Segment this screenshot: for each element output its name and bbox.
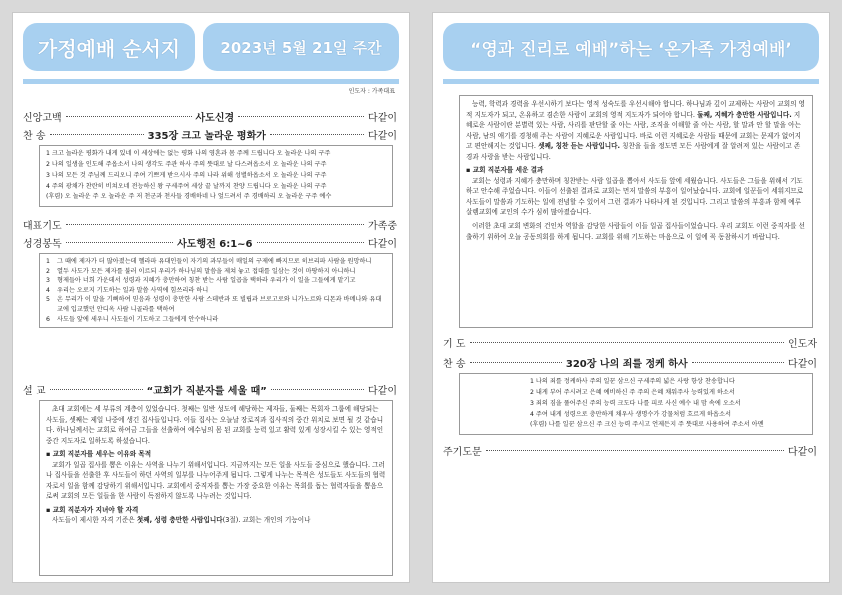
creed-label: 신앙고백 [23,112,62,124]
sermon-paragraph: 사도들이 제시한 자격 기준은 첫째, 성령 충만한 사람입니다(3절). 교회는 개인의 기능이나 [52,516,311,525]
right-divider-bar [443,79,819,84]
hymn1-verse: 3 나의 모든 것 주님께 드리오니 주여 기쁘게 받으시사 주의 나라 위해 성별하옵소서 오 놀라운 나의 구주 [46,171,327,179]
pray-row [443,335,817,349]
verse-item: 4 우리는 오로지 기도하는 일과 말씀 사역에 힘쓰리라 하니 [46,286,209,294]
sermon-paragraph: 교회는 성령과 지혜가 충만하며 칭찬받는 사람 일곱을 뽑아서 사도들 앞에 세웠습니다. 사도들은 그들을 위해서 기도하고 안수해 주었습니다. 이들이 선출된 결과로 교회는 먼저 말씀의 부흥이 일어났습니다. 교회에 일꾼들이 세워지므로 사도들이 말씀과 기도하는 일에 전념할 수 있어서 그런 결과가 나타나게 된 것입니다. 그리고 말씀의 부흥과 함께 예루살렘교회에 교인의 수가 심히 많아졌습니다. [466,176,804,217]
pray-end: 인도자 [788,338,817,350]
hymn2-verse: 4 주여 내게 성령으로 충만하게 채우사 생명수가 강물처럼 흐르게 하옵소서 [530,410,731,418]
left-title-row [23,23,399,71]
prayer-label: 대표기도 [23,220,62,232]
creed-title: 사도신경 [195,112,235,124]
hymn2-label: 찬 송 [443,358,466,370]
sermon-label: 설 교 [23,385,46,397]
hymn1-verse: 2 나의 일생을 인도해 주옵소서 나의 생각도 주관 하사 주의 뜻대로 날 다스려옵소서 오 놀라운 나의 구주 [46,160,327,168]
lords-prayer-end: 다같이 [788,446,817,458]
worship-theme-title: “영과 진리로 예배”하는 ‘온가족 가정예배’ [443,23,819,71]
right-page [432,12,830,583]
verse-item: 5 온 무리가 이 말을 기뻐하여 믿음과 성령이 충만한 사람 스데반과 또 빌립과 브로고로와 니가노르와 디몬과 바메나와 유대교에 입교했던 안디옥 사람 니골라를 택하여 [46,296,382,314]
left-page [12,12,410,583]
hymn2-row [443,355,817,369]
sermon-heading: ▪ 교회 직분자를 세운 결과 [466,166,544,175]
verse-item: 1 그 때에 제자가 더 많아졌는데 헬라파 유대인들이 자기의 과부들이 매일의 구제에 빠지므로 히브리파 사람을 원망하니 [46,258,372,265]
hymn1-verse: 1 크고 놀라운 평화가 내게 있네 이 세상에는 없는 평화 나의 영혼과 몸 주께 드립니다 오 놀라운 나의 구주 [46,150,331,157]
hymn2-verse: 2 내게 부어 주시려고 은혜 예비하신 주 주의 은혜 채워주사 능력있게 하소서 [530,388,735,396]
hymn1-row [23,127,397,141]
sermon-end: 다같이 [368,385,397,397]
sermon-paragraph: 교회가 일곱 집사를 뽑은 이유는 사역을 나누기 위해서입니다. 지금까지는 모든 일을 사도들 중심으로 했습니다. 그러나 집사들을 선출한 후 사도들이 하던 사역의 일부를 나누어주게 됩니다. 그렇게 나누는 목적은 성도들도 사도들의 협력자로서 일을 함께 감당하기 위해서입니다. 교회에서 중직자를 뽑는 가장 중요한 이유는 목회를 돕는 협력자들을 뽑음으로써 교회의 모든 일들을 한 사람이 독점하지 않도록 나누려는 것입니다. [46,460,386,501]
verse-item: 2 열두 사도가 모든 제자를 불러 이르되 우리가 하나님의 말씀을 제쳐 놓고 접대를 일삼는 것이 마땅하지 아니하니 [46,267,356,275]
hymn2-verse: 1 나의 죄를 정케하사 주의 일꾼 삼으신 구세주의 넓은 사랑 항상 찬송합니다 [530,378,735,385]
hymn2-lyrics-box [459,373,813,435]
left-divider-bar [23,79,399,84]
creed-row [23,109,397,123]
creed-end: 다같이 [368,112,398,124]
prayer-end: 가족중 [368,220,397,232]
pray-label: 기 도 [443,338,466,350]
sermon-title: “교회가 직분자를 세울 때” [146,385,267,397]
leader-note: 인도자 : 가족대표 [348,88,395,95]
hymn1-lyrics-box [39,145,393,207]
sermon-paragraph: 이러한 초대 교회 변화의 건인차 역할을 감당한 사람들이 이들 일곱 집사들이었습니다. 우리 교회도 이런 중직자를 선출하기 위하여 오늘 공동의회를 하게 됩니다. 교회를 위해 기도하는 마음으로 이 일에 꼭 동참하시기 바랍니다. [466,222,805,241]
bulletin-date: 2023년 5월 21일 주간 [203,23,399,71]
sermon-continued-box [459,95,813,328]
reading-label: 성경봉독 [23,238,62,250]
reading-row [23,235,397,249]
lords-prayer-row [443,443,817,457]
hymn1-title: 335장 크고 놀라운 평화가 [147,130,266,142]
hymn2-end: 다같이 [788,358,818,370]
hymn1-end: 다같이 [368,130,397,142]
verse-item: 3 형제들아 너희 가운데서 성령과 지혜가 충만하여 칭찬 받는 사람 일곱을 택하라 우리가 이 일을 그들에게 맡기고 [46,277,356,285]
verse-item: 6 사도들 앞에 세우니 사도들이 기도하고 그들에게 안수하니라 [46,315,219,323]
hymn1-verse: 4 주의 광채가 찬란히 비쳐오네 전능하신 왕 구세주여 세상 끝 날까지 찬양 드립니다 오 놀라운 나의 구주 [46,182,327,190]
hymn2-title: 320장 나의 죄를 정케 하사 [565,358,688,370]
hymn1-label: 찬 송 [23,130,46,142]
reading-end: 다같이 [368,238,397,250]
scripture-box [39,253,393,328]
right-title-row [443,23,819,71]
hymn2-verse: 3 죄의 짐을 풀어주신 주의 능력 크도다 나를 피로 사신 예수 내 맘 속에 오소서 [530,399,741,407]
bulletin-title: 가정예배 순서지 [23,23,195,71]
hymn2-chorus: (후렴) 나를 일꾼 삼으신 주 크신 능력 주시고 언제든지 주 뜻대로 사용하여 주소서 아멘 [530,421,764,429]
sermon-row [23,382,397,396]
lords-prayer-label: 주기도문 [443,446,482,458]
hymn1-chorus: (후렴) 오 놀라운 주 오 놀라운 주 저 천군과 천사들 경배하네 나 엎드려서 주 경배하리 오 놀라운 구주 예수 [46,193,332,201]
sermon-paragraph: 초대 교회에는 세 부류의 계층이 있었습니다. 첫째는 일반 성도에 해당하는 제자들, 둘째는 목회자 그룹에 해당되는 사도들, 셋째는 제일 나중에 생긴 집사들입니다. 이들 집사는 오늘날 장로직과 집사직의 중간 위치로 보면 될 것 같습니다. 하나님께서는 교회로 하여금 그들을 선출하여 예수님의 몸 된 교회를 능력 있고 활력 있게 성장시킬 수 있는 영적인 중간 지도자로 일하도록 하셨습니다. [46,405,384,445]
sermon-text-box [39,400,393,576]
sermon-paragraph: 능력, 학력과 경력을 우선시하기 보다는 영적 성숙도를 우선시해야 합니다. 하나님과 깊이 교제하는 사람이 교회의 영적 지도자가 되고, 온유하고 겸손한 사람이 교회의 영적 지도자가 되어야 합니다. 둘째, 지혜가 충만한 사람입니다. 지혜로운 사람이란 분별력 있는 사람, 사리를 판단할 줄 아는 사람, 조직을 이해할 줄 아는 사람, 할 말과 안 할 말을 아는 사람, 남의 애기를 경청해 주는 사람이 지혜로운 사람입니다. 바로 이런 지혜로운 사람들 때문에 교회는 문제가 없어지고 편안해지는 것입니다. 셋째, 칭찬 듣는 사람입니다. 칭찬을 들을 정도면 모든 사람에게 잘 알려져 있는 사람이고 존경과 사랑을 받는 사람입니다. [466,100,805,161]
sermon-heading: ▪ 교회 직분자가 지녀야 할 자격 [46,505,139,514]
reading-title: 사도행전 6:1~6 [177,238,253,250]
sermon-heading: ▪ 교회 직분자를 세우는 이유와 목적 [46,450,152,459]
prayer-row [23,217,397,231]
